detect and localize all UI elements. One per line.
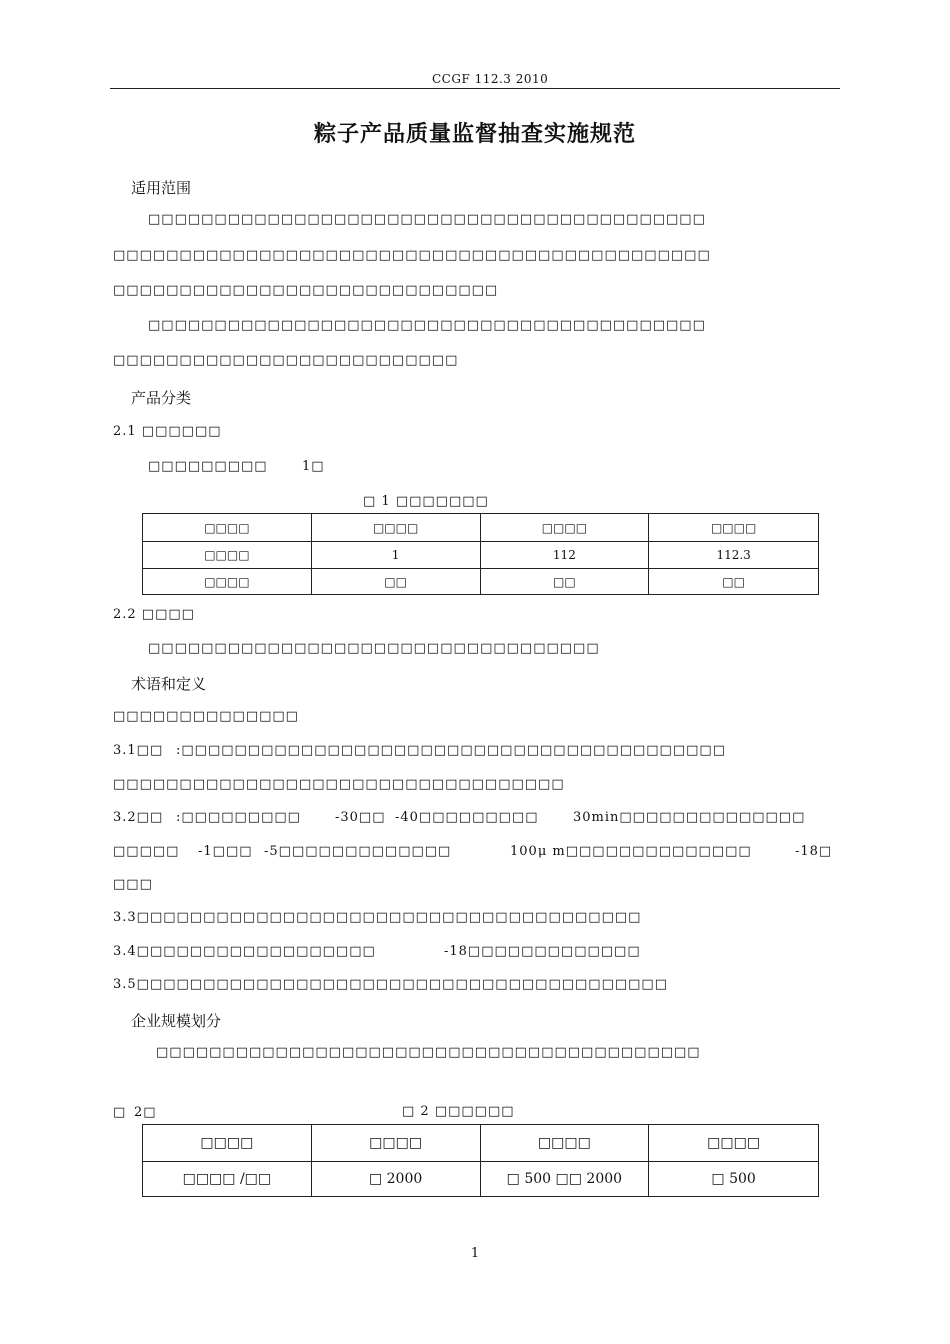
paragraph-line: □□□□□□□□□□□□□□□□□□□□□□□□□□□□□□□□□□□□□□□□□□ <box>148 212 706 227</box>
document-code: CCGF 112.3 2010 <box>432 72 549 86</box>
definition-text: -30□□ <box>335 810 386 825</box>
paragraph-line: 100μ m□□□□□□□□□□□□□□ <box>510 844 752 859</box>
section-heading-terms: 术语和定义 <box>131 675 207 693</box>
table-cell: □□□□ <box>480 1125 649 1162</box>
table-cell: □□□□ <box>311 514 480 542</box>
paragraph-line: □□□□□□□□□□□□□□□□□□□□□□□□□□□□□□□□□□□□□□□□□□ <box>148 318 706 333</box>
definition-line: 3.4□□□□□□□□□□□□□□□□□□ <box>113 944 376 959</box>
paragraph-line: □□□□□□□□□ <box>148 459 268 474</box>
section-heading-enterprise-scale: 企业规模划分 <box>131 1012 222 1030</box>
paragraph-line: □□□□□□□□□□□□□□□□□□□□□□□□□□□□□□□□□□ <box>148 641 600 656</box>
table-cell: □□□□ <box>649 514 819 542</box>
page-title: 粽子产品质量监督抽查实施规范 <box>313 122 636 147</box>
page-number: 1 <box>470 1246 480 1261</box>
section-heading-classification: 产品分类 <box>131 389 192 407</box>
definition-text: :□□□□□□□□□□□□□□□□□□□□□□□□□□□□□□□□□□□□□□□□□ <box>176 743 726 758</box>
paragraph-line: -18□ <box>795 844 833 859</box>
table-cell: □ 500 □□ 2000 <box>480 1162 649 1197</box>
definition-line: 3.5□□□□□□□□□□□□□□□□□□□□□□□□□□□□□□□□□□□□□□□□ <box>113 977 668 992</box>
subsection-heading: 2.1 □□□□□□ <box>113 424 222 439</box>
table-cell: □□□□ /□□ <box>143 1162 312 1197</box>
table-cell: □ 500 <box>649 1162 819 1197</box>
table-cell: □□□□ <box>480 514 649 542</box>
definition-line: -18□□□□□□□□□□□□□ <box>444 944 641 959</box>
paragraph-line: 1□ <box>302 459 325 474</box>
paragraph-line: 2□ <box>134 1105 157 1120</box>
paragraph-line: □ <box>113 1105 127 1120</box>
table-caption: □ 2 □□□□□□ <box>402 1104 515 1119</box>
table-cell: □□ <box>649 569 819 595</box>
paragraph-line: □□□□□ <box>113 844 180 859</box>
table-cell: 112.3 <box>649 542 819 569</box>
definition-line: 3.3□□□□□□□□□□□□□□□□□□□□□□□□□□□□□□□□□□□□□□ <box>113 910 642 925</box>
definition-text: 30min□□□□□□□□□□□□□□ <box>573 810 806 825</box>
paragraph-line: -5□□□□□□□□□□□□□ <box>264 844 452 859</box>
paragraph-line: -1□□□ <box>198 844 253 859</box>
paragraph-line: □□□□□□□□□□□□□□□□□□□□□□□□□□ <box>113 353 459 368</box>
table-cell: □ 2000 <box>311 1162 480 1197</box>
paragraph-line: □□□□□□□□□□□□□□□□□□□□□□□□□□□□□□□□□□□□□□□□□□□□□ <box>113 248 711 263</box>
table-cell: □□□□ <box>143 514 312 542</box>
table-cell: 112 <box>480 542 649 569</box>
table-cell: □□□□ <box>143 1125 312 1162</box>
table-cell: 1 <box>311 542 480 569</box>
definition-label: 3.2□□ <box>113 810 164 825</box>
definition-text: :□□□□□□□□□ <box>176 810 301 825</box>
subsection-heading: 2.2 □□□□ <box>113 607 195 622</box>
header-rule <box>110 88 840 89</box>
classification-table <box>142 513 819 595</box>
section-heading-scope: 适用范围 <box>131 179 192 197</box>
table-cell: □□□□ <box>143 569 312 595</box>
definition-text: -40□□□□□□□□□ <box>395 810 539 825</box>
table-cell: □□□□ <box>143 542 312 569</box>
table-cell: □□ <box>311 569 480 595</box>
paragraph-line: □□□□□□□□□□□□□□□□□□□□□□□□□□□□□□□□□□ <box>113 777 565 792</box>
paragraph-line: □□□□□□□□□□□□□□□□□□□□□□□□□□□□□□□□□□□□□□□□□ <box>156 1045 701 1060</box>
paragraph-line: □□□□□□□□□□□□□□ <box>113 709 299 724</box>
definition-label: 3.1□□ <box>113 743 164 758</box>
table-cell: □□ <box>480 569 649 595</box>
table-cell: □□□□ <box>649 1125 819 1162</box>
paragraph-line: □□□ <box>113 877 153 892</box>
table-caption: □ 1 □□□□□□□ <box>363 494 489 509</box>
enterprise-scale-table <box>142 1124 819 1197</box>
table-cell: □□□□ <box>311 1125 480 1162</box>
paragraph-line: □□□□□□□□□□□□□□□□□□□□□□□□□□□□□ <box>113 283 499 298</box>
